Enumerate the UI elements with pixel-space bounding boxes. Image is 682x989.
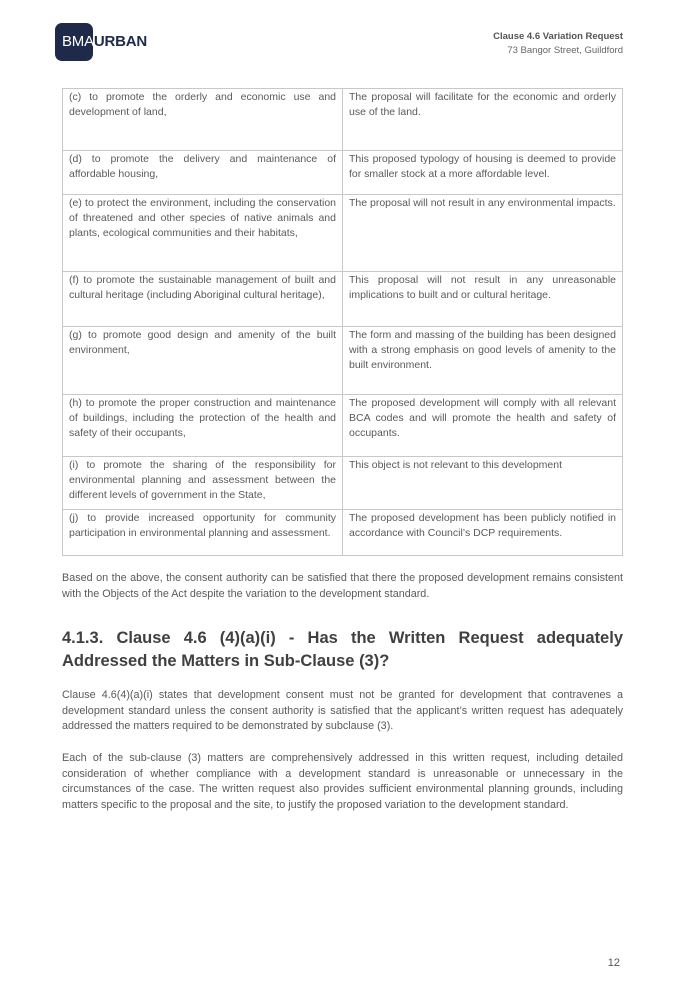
site-address: 73 Bangor Street, Guildford [507,45,623,56]
table-row [63,395,623,457]
response-cell: The proposed development has been publicly notified in accordance with Council’s DCP requirements. [343,510,623,556]
document-header [493,30,623,58]
response-cell: The proposed development will comply with all relevant BCA codes and will promote the health and safety of occupants. [343,395,623,457]
conclusion-paragraph: Based on the above, the consent authority can be satisfied that there the proposed development remains consistent with the Objects of the Act despite the variation to the development standard. [62,572,623,600]
logo-wordmark [62,33,147,51]
body-paragraph: Clause 4.6(4)(a)(i) states that development consent must not be granted for development that contravenes a development standard unless the consent authority is satisfied that the applicant’s written request has adequately addressed the matters required to be demonstrated by subclause (3). [62,689,623,732]
table-row [63,457,623,510]
object-cell: (i) to promote the sharing of the responsibility for environmental planning and assessment between the different levels of government in the State, [63,457,343,510]
response-cell: The proposal will facilitate for the economic and orderly use of the land. [343,89,623,151]
table-row [63,327,623,395]
response-cell: This object is not relevant to this development [343,457,623,510]
table-row [63,89,623,151]
response-cell: The proposal will not result in any environmental impacts. [343,195,623,272]
page-number: 12 [607,957,620,969]
object-cell: (g) to promote good design and amenity of the built environment, [63,327,343,395]
object-cell: (h) to promote the proper construction and maintenance of buildings, including the protection of the health and safety of their occupants, [63,395,343,457]
objects-of-act-table [62,88,623,556]
logo-bma-text: BMA [62,33,94,50]
table-row [63,151,623,195]
body-paragraph: Each of the sub-clause (3) matters are comprehensively addressed in this written request, including detailed consideration of whether compliance with a development standard is unreasonable or unnecessary in the circumstances of the case. The written request also provides sufficient environmental planning grounds, including matters specific to the proposal and the site, to justify the proposed variation to the development standard. [62,752,623,811]
section-heading: 4.1.3. Clause 4.6 (4)(a)(i) - Has the Written Request adequately Addressed the Matters in Sub-Clause (3)? [62,629,623,670]
object-cell: (e) to protect the environment, including the conservation of threatened and other species of native animals and plants, ecological communities and their habitats, [63,195,343,272]
logo-urban-text: URBAN [93,33,148,50]
object-cell: (f) to promote the sustainable management of built and cultural heritage (including Aboriginal cultural heritage), [63,272,343,327]
table-row [63,510,623,556]
response-cell: The form and massing of the building has been designed with a strong emphasis on good levels of amenity to the built environment. [343,327,623,395]
object-cell: (j) to provide increased opportunity for community participation in environmental planning and assessment. [63,510,343,556]
document-title: Clause 4.6 Variation Request [493,31,623,42]
table-row [63,195,623,272]
object-cell: (d) to promote the delivery and maintenance of affordable housing, [63,151,343,195]
object-cell: (c) to promote the orderly and economic use and development of land, [63,89,343,151]
response-cell: This proposal will not result in any unreasonable implications to built and or cultural heritage. [343,272,623,327]
response-cell: This proposed typology of housing is deemed to provide for smaller stock at a more affordable level. [343,151,623,195]
table-row [63,272,623,327]
